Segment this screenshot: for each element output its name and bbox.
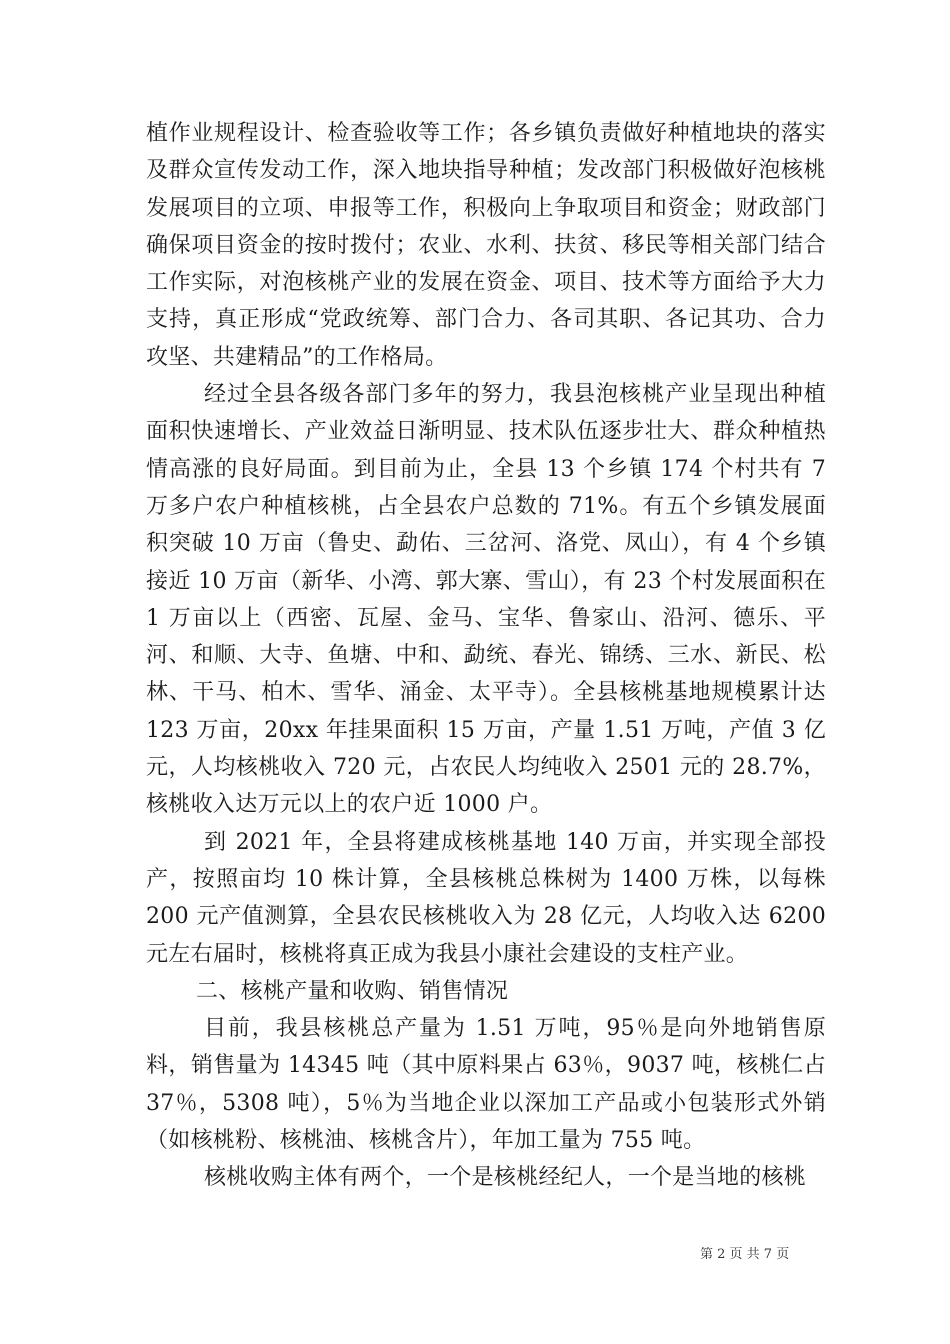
paragraph-2021-target: 到 2021 年，全县将建成核桃基地 140 万亩，并实现全部投产，按照亩均 10 株计算，全县核桃总株树为 1400 万株，以每株 200 元产值测算，全县农民核桃收入为 28 亿元，人均收入达 6200 元左右届时，核桃将真正成为我县小康社会建设的支柱产业。 bbox=[146, 829, 826, 967]
document-body bbox=[146, 115, 826, 1197]
paragraph-work-division: 植作业规程设计、检查验收等工作；各乡镇负责做好种植地块的落实及群众宣传发动工作，深入地块指导种植；发改部门积极做好泡核桃发展项目的立项、申报等工作，积极向上争取项目和资金；财政部门确保项目资金的按时拨付；农业、水利、扶贫、移民等相关部门结合工作实际，对泡核桃产业的发展在资金、项目、技术等方面给予大力支持，真正形成“党政统筹、部门合力、各司其职、各记其功、合力攻坚、共建精品”的工作格局。 bbox=[146, 121, 826, 370]
paragraph-industry-status: 经过全县各级各部门多年的努力，我县泡核桃产业呈现出种植面积快速增长、产业效益日渐明显、技术队伍逐步壮大、群众种植热情高涨的良好局面。到目前为止，全县 13 个乡镇 174 个村共有 7 万多户农户种植核桃，占全县农户总数的 71%。有五个乡镇发展面积突破 10 万亩（鲁史、勐佑、三岔河、洛党、凤山），有 4 个乡镇接近 10 万亩（新华、小湾、郭大寨、雪山），有 23 个村发展面积在 1 万亩以上（西密、瓦屋、金马、宝华、鲁家山、沿河、德乐、平河、和顺、大寺、鱼塘、中和、勐统、春光、锦绣、三水、新民、松林、干马、柏木、雪华、涌金、太平寺）。全县核桃基地规模累计达 123 万亩，20xx 年挂果面积 15 万亩，产量 1.51 万吨，产值 3 亿元，人均核桃收入 720 元，占农民人均纯收入 2501 元的 28.7%，核桃收入达万元以上的农户近 1000 户。 bbox=[146, 382, 826, 818]
paragraph-purchase-subjects: 核桃收购主体有两个，一个是核桃经纪人，一个是当地的核桃 bbox=[204, 1165, 807, 1191]
section-heading-output-sales: 二、核桃产量和收购、销售情况 bbox=[196, 978, 509, 1004]
page-number-footer: 第 2 页 共 7 页 bbox=[700, 1247, 790, 1262]
paragraph-output-sales: 目前，我县核桃总产量为 1.51 万吨，95％是向外地销售原料，销售量为 14345 吨（其中原料果占 63％，9037 吨，核桃仁占 37％，5308 吨），5％为当地企业以深加工产品或小包装形式外销（如核桃粉、核桃油、核桃含片），年加工量为 755 吨。 bbox=[146, 1016, 826, 1154]
